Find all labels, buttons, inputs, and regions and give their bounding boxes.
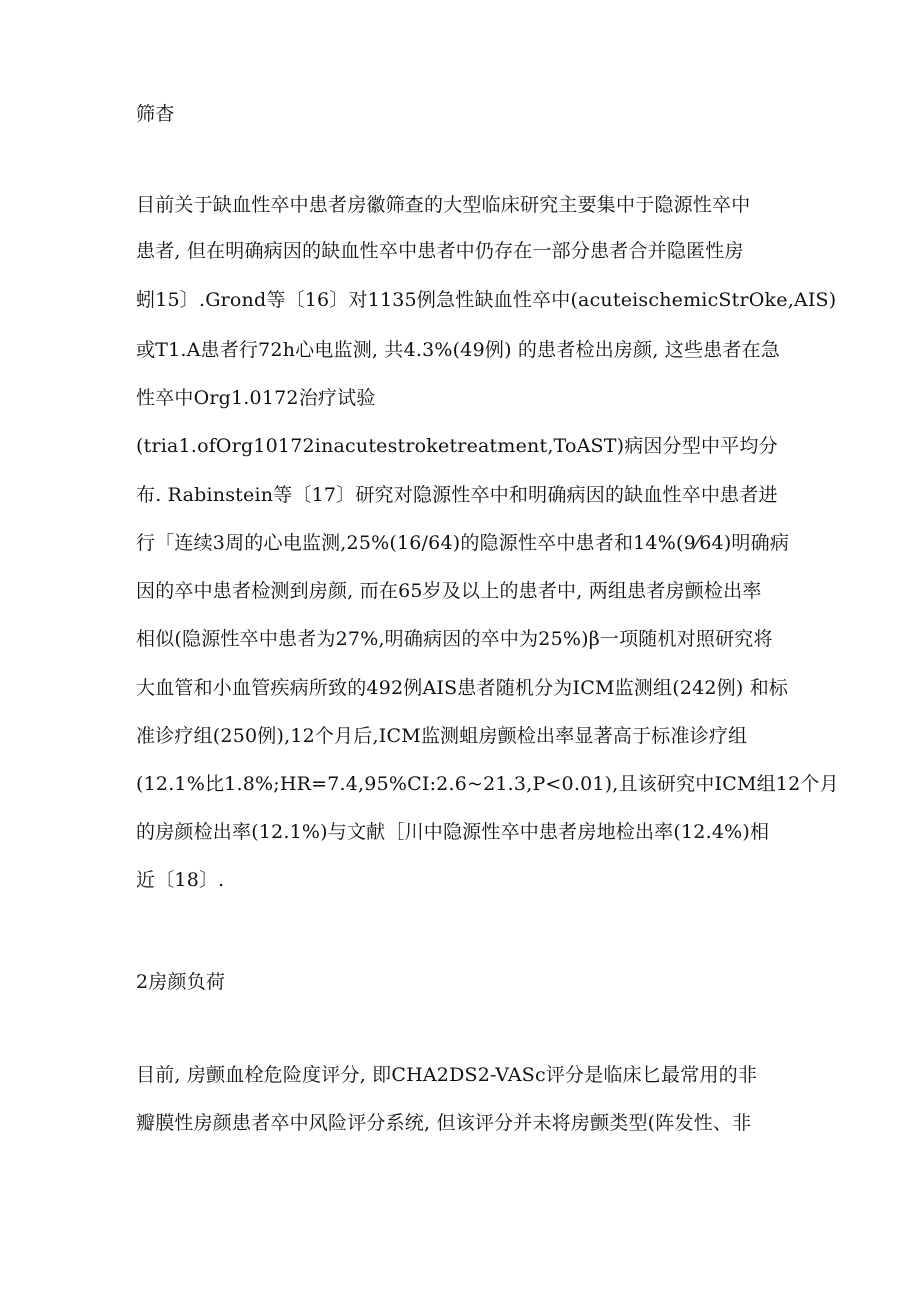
paragraph-line: 近〔18〕. — [136, 869, 225, 891]
paragraph-line: 相似(隐源性卒中患者为27%,明确病因的卒中为25%)β一项随机对照研究将 — [136, 628, 773, 650]
paragraph-line: 目前, 房颤血栓危险度评分, 即CHA2DS2-VASc评分是临床匕最常用的非 — [136, 1064, 758, 1086]
paragraph-line: (12.1%比1.8%;HR=7.4,95%CI:2.6~21.3,P<0.01),且该研究中ICM组12个月 — [136, 773, 839, 795]
paragraph-line: (tria1.ofOrg10172inacutestroketreatment,ToAST)病因分型中平均分 — [136, 435, 778, 457]
paragraph-line: 或T1.A患者行72h心电监测, 共4.3%(49例) 的患者检出房颜, 这些患者在急 — [136, 339, 781, 361]
section-heading-screening: 筛杳 — [136, 103, 175, 125]
paragraph-line: 布. Rabinstein等〔17〕研究对隐源性卒中和明确病因的缺血性卒中患者进 — [136, 484, 778, 506]
paragraph-line: 因的卒中患者检测到房颜, 而在65岁及以上的患者中, 两组患者房颤检出率 — [136, 580, 762, 602]
paragraph-line: 患者, 但在明确病因的缺血性卒中患者中仍存在一部分患者合并隐匿性房 — [136, 240, 744, 262]
paragraph-line: 准诊疗组(250例),12个月后,ICM监测蛆房颤检出率显著高于标准诊疗组 — [136, 725, 748, 747]
paragraph-line: 大血管和小血管疾病所致的492例AIS患者随机分为ICM监测组(242例) 和标 — [136, 677, 789, 699]
paragraph-line: 性卒中Org1.0172治疗试验 — [136, 387, 376, 409]
paragraph-line: 瓣膜性房颜患者卒中风险评分系统, 但该评分并未将房颤类型(阵发性、非 — [136, 1112, 752, 1134]
paragraph-line: 目前关于缺血性卒中患者房徽筛查的大型临床研究主要集中于隐源性卒中 — [136, 194, 751, 216]
paragraph-line: 行「连续3周的心电监测,25%(16/64)的隐源性卒中患者和14%(9⁄64)明确病 — [136, 532, 790, 554]
paragraph-line: 蚓15〕.Grond等〔16〕对1135例急性缺血性卒中(acuteischemicStrOke,AIS) — [136, 289, 837, 311]
section-heading-af-burden: 2房颜负荷 — [136, 971, 226, 993]
paragraph-line: 的房颜检出率(12.1%)与文献［川中隐源性卒中患者房地检出率(12.4%)相 — [136, 821, 770, 843]
